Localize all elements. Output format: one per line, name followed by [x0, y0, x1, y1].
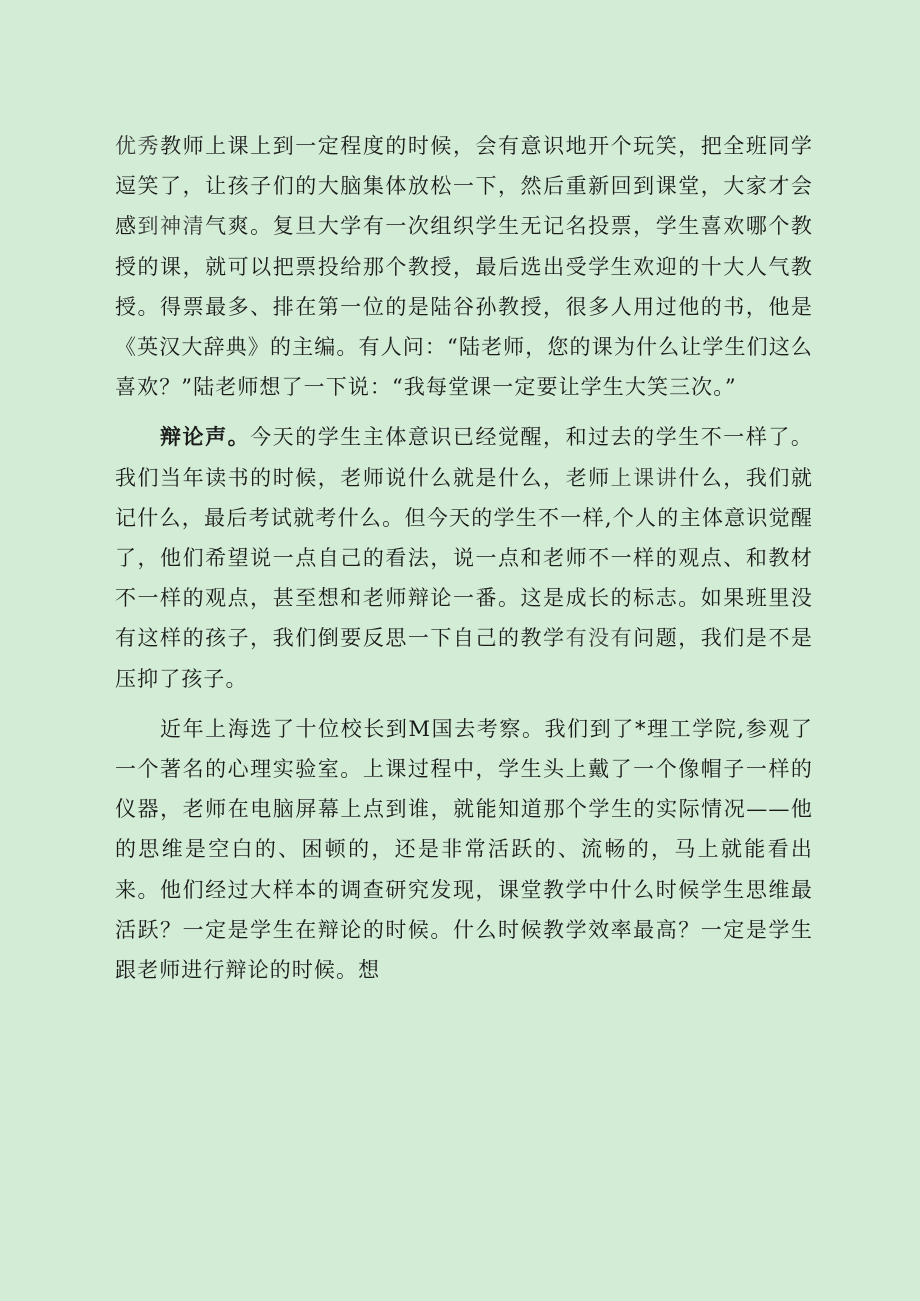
text-segment: 问题，我们是不是压抑了孩子。: [115, 626, 813, 691]
text-segment: 什么，我们就记什么，最后考试就考什么。但今天的学生不一样,个人的主体意识觉醒了，他们希望说一点自己的看法，说一点和老师不一样的观点、和教材不一样的观点，甚至想和老师辩论一番。这是成长的标志。如果班里没有这样的孩子，我们倒要反思一下自己的教学: [115, 465, 813, 651]
paragraph-3: [115, 709, 813, 990]
text-segment: 到神清: [137, 214, 206, 239]
text-segment: 上课讲: [610, 465, 679, 490]
text-segment: 有没有: [565, 626, 634, 651]
text-segment: 优秀: [115, 134, 161, 158]
text-segment: 近年上海选了十位校长到M国去考察。我们到了*理工学院,参观了一个著名的心理实验室。上课过程中，学生头上戴了一个像帽子一样的仪器，老师在电脑屏幕上点到谁，就能知道那个学生的实际情况——他的思维是空白的、困顿的，还是非常活跃的、流畅的，马上就能看出来。他们经过大样本的调查研究发现，课堂教学中什么时候学生思维最活跃？一定是学生在辩论的时候。什么时候教学效率最高？一定是学生跟老师进行辩论的时候。想: [115, 716, 813, 983]
paragraph-lead-heading: 辩论声。: [160, 424, 251, 450]
paragraph-1: [115, 126, 813, 407]
paragraph-2: [115, 417, 813, 698]
text-segment: 今天的学生主体意识已经觉醒，和过去的学生不一样了。我们当年读书的时候，老师说什么就是什么，老师: [115, 425, 814, 490]
text-segment: 气爽。复旦大学有一次组织学生无记名投票，学生喜欢哪个教授的课，就可以把票投给那个教授，最后选出受学生欢迎的十大人气教授。得票最多、排在第一位的是陆谷孙教授，很多人用过他的书，他是《英汉大辞典》的主编。有人问：“陆老师，您的课为什么让学生们这么喜欢？”陆老师想了一下说：“我每堂课一定要让学生大笑三次。”: [115, 214, 813, 400]
text-segment: 教师上课上到一定程度的时候，会有意识地开个玩笑，把全班同学逗笑了，让孩子们的大脑集体放松一下，然后重新回到课堂，大家才会感: [115, 134, 813, 239]
